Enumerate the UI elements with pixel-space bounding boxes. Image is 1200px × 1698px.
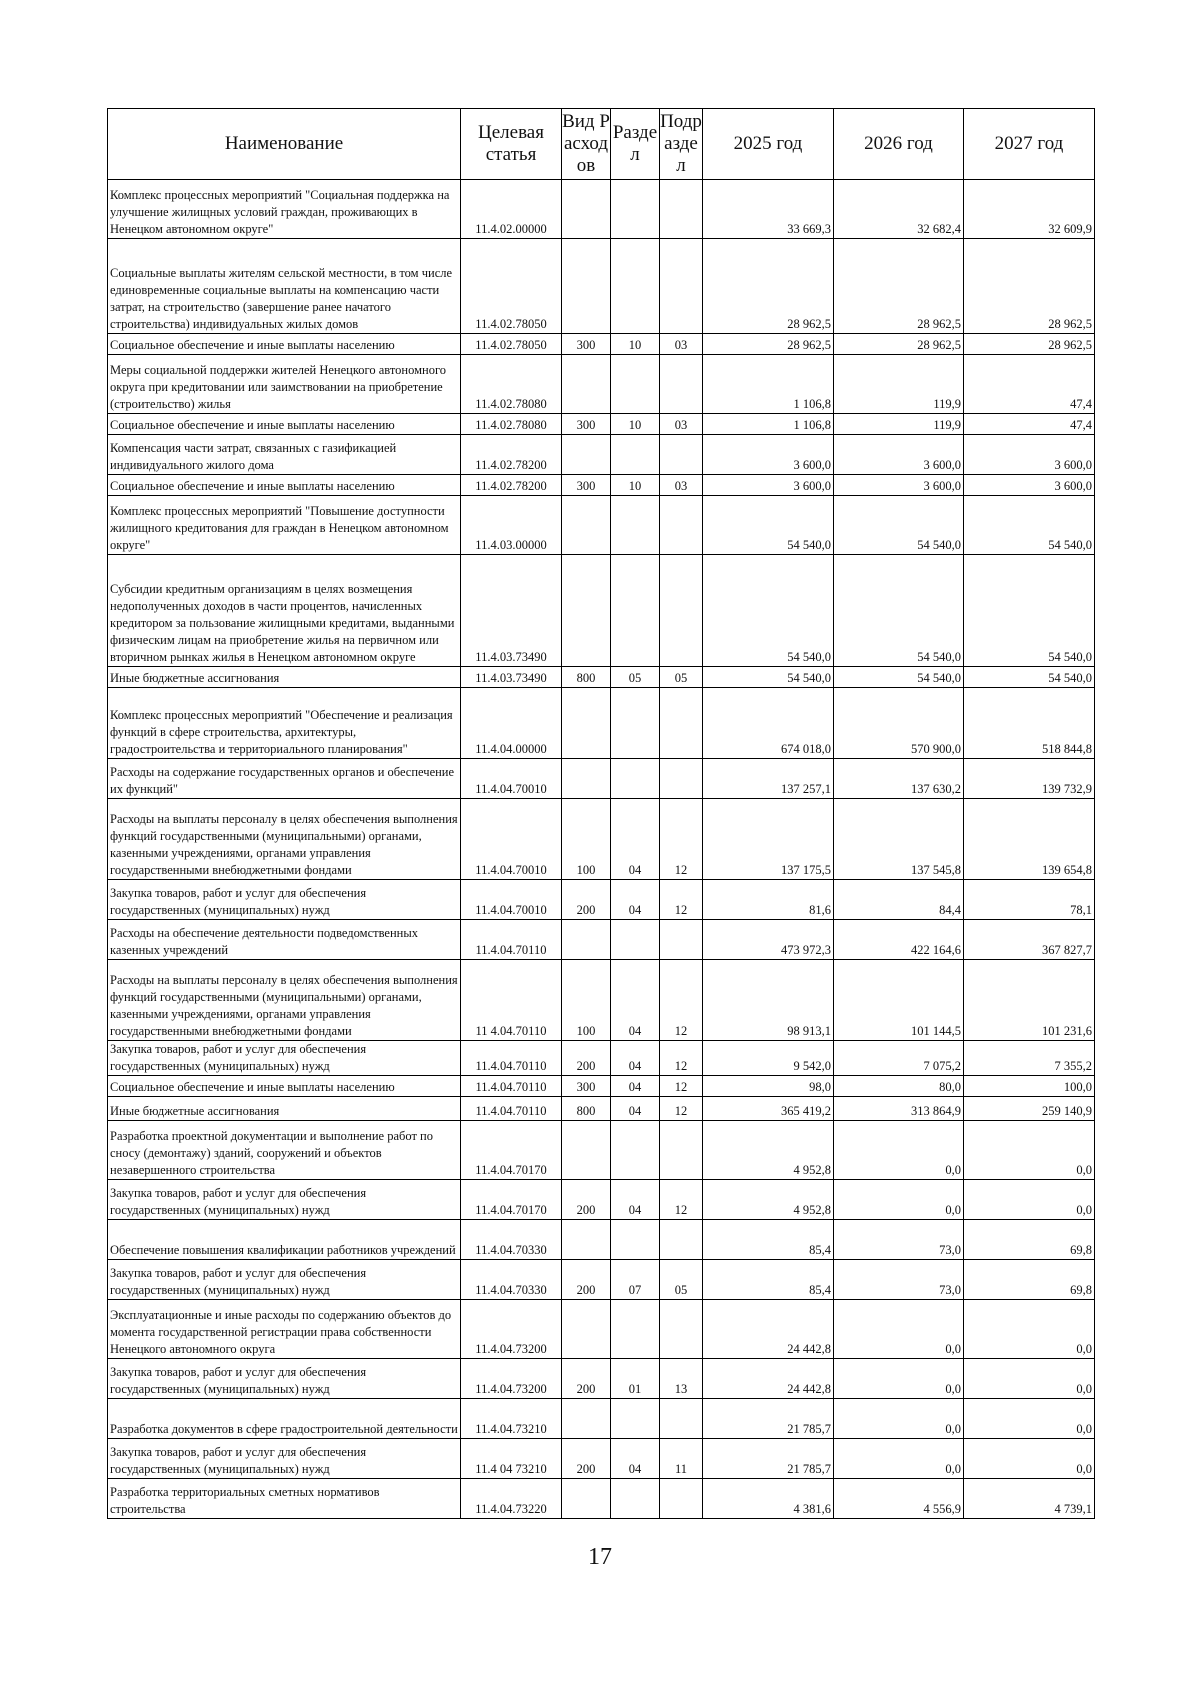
row-razdel bbox=[611, 435, 660, 475]
row-razdel: 04 bbox=[611, 799, 660, 880]
page-number: 17 bbox=[588, 1544, 612, 1570]
row-name: Разработка проектной документации и выполнение работ по сносу (демонтажу) зданий, сооружений и объектов незавершенного строительства bbox=[108, 1121, 461, 1180]
row-podrazdel: 12 bbox=[660, 960, 703, 1041]
row-2026: 0,0 bbox=[834, 1300, 964, 1359]
row-2027: 28 962,5 bbox=[964, 334, 1095, 355]
row-2025: 137 175,5 bbox=[703, 799, 834, 880]
row-2026: 54 540,0 bbox=[834, 496, 964, 555]
table-row bbox=[108, 1041, 1095, 1076]
row-2025: 137 257,1 bbox=[703, 759, 834, 799]
row-razdel: 04 bbox=[611, 1041, 660, 1076]
row-article: 11.4.04.70010 bbox=[461, 759, 562, 799]
row-vid: 300 bbox=[562, 334, 611, 355]
row-2026: 0,0 bbox=[834, 1121, 964, 1180]
row-name: Разработка территориальных сметных нормативов строительства bbox=[108, 1479, 461, 1519]
row-podrazdel: 03 bbox=[660, 334, 703, 355]
row-podrazdel: 11 bbox=[660, 1439, 703, 1479]
row-razdel: 04 bbox=[611, 1076, 660, 1097]
row-name: Закупка товаров, работ и услуг для обеспечения государственных (муниципальных) нужд bbox=[108, 1041, 461, 1076]
row-2027: 139 654,8 bbox=[964, 799, 1095, 880]
row-article: 11.4.02.78050 bbox=[461, 334, 562, 355]
table-row bbox=[108, 1180, 1095, 1220]
row-razdel: 10 bbox=[611, 334, 660, 355]
row-2027: 3 600,0 bbox=[964, 435, 1095, 475]
table-row bbox=[108, 180, 1095, 239]
row-2025: 28 962,5 bbox=[703, 239, 834, 334]
row-razdel: 01 bbox=[611, 1359, 660, 1399]
row-podrazdel: 12 bbox=[660, 1180, 703, 1220]
row-2027: 0,0 bbox=[964, 1300, 1095, 1359]
row-razdel bbox=[611, 1479, 660, 1519]
row-article: 11.4.02.78050 bbox=[461, 239, 562, 334]
table-row bbox=[108, 555, 1095, 667]
table-row bbox=[108, 667, 1095, 688]
table-row bbox=[108, 1121, 1095, 1180]
row-article: 11.4.03.73490 bbox=[461, 667, 562, 688]
row-2026: 119,9 bbox=[834, 414, 964, 435]
row-2025: 674 018,0 bbox=[703, 688, 834, 759]
row-article: 11.4.04.70170 bbox=[461, 1180, 562, 1220]
row-2025: 81,6 bbox=[703, 880, 834, 920]
row-vid bbox=[562, 555, 611, 667]
row-vid bbox=[562, 496, 611, 555]
row-podrazdel bbox=[660, 239, 703, 334]
row-2025: 24 442,8 bbox=[703, 1359, 834, 1399]
table-row bbox=[108, 475, 1095, 496]
row-razdel: 10 bbox=[611, 475, 660, 496]
row-vid: 200 bbox=[562, 1041, 611, 1076]
row-2025: 33 669,3 bbox=[703, 180, 834, 239]
table-row bbox=[108, 355, 1095, 414]
row-2027: 0,0 bbox=[964, 1399, 1095, 1439]
row-2026: 119,9 bbox=[834, 355, 964, 414]
row-name: Иные бюджетные ассигнования bbox=[108, 667, 461, 688]
row-vid bbox=[562, 1300, 611, 1359]
row-name: Комплекс процессных мероприятий "Повышение доступности жилищного кредитования для граждан в Ненецком автономном округе" bbox=[108, 496, 461, 555]
row-2027: 0,0 bbox=[964, 1180, 1095, 1220]
row-razdel bbox=[611, 239, 660, 334]
row-2025: 85,4 bbox=[703, 1260, 834, 1300]
row-vid bbox=[562, 1479, 611, 1519]
row-razdel: 04 bbox=[611, 880, 660, 920]
row-vid: 800 bbox=[562, 1097, 611, 1121]
row-2027: 47,4 bbox=[964, 414, 1095, 435]
row-razdel: 04 bbox=[611, 960, 660, 1041]
row-article: 11.4.02.00000 bbox=[461, 180, 562, 239]
row-article: 11.4.04.00000 bbox=[461, 688, 562, 759]
row-razdel bbox=[611, 920, 660, 960]
row-razdel bbox=[611, 180, 660, 239]
row-podrazdel: 03 bbox=[660, 475, 703, 496]
row-2025: 1 106,8 bbox=[703, 414, 834, 435]
row-razdel bbox=[611, 688, 660, 759]
table-row bbox=[108, 239, 1095, 334]
row-vid: 100 bbox=[562, 960, 611, 1041]
row-razdel: 04 bbox=[611, 1439, 660, 1479]
row-2026: 4 556,9 bbox=[834, 1479, 964, 1519]
row-article: 11 4.04.70110 bbox=[461, 960, 562, 1041]
row-podrazdel bbox=[660, 555, 703, 667]
row-name: Комплекс процессных мероприятий "Социальная поддержка на улучшение жилищных условий граждан, проживающих в Ненецком автономном округе" bbox=[108, 180, 461, 239]
row-podrazdel bbox=[660, 1300, 703, 1359]
row-name: Компенсация части затрат, связанных с газификацией индивидуального жилого дома bbox=[108, 435, 461, 475]
row-name: Социальное обеспечение и иные выплаты населению bbox=[108, 334, 461, 355]
row-name: Обеспечение повышения квалификации работников учреждений bbox=[108, 1220, 461, 1260]
row-article: 11.4.04.73200 bbox=[461, 1300, 562, 1359]
row-2026: 0,0 bbox=[834, 1439, 964, 1479]
row-article: 11.4.02.78080 bbox=[461, 414, 562, 435]
header-podrazdel: Подраздел bbox=[660, 109, 703, 180]
table-row bbox=[108, 1076, 1095, 1097]
row-2027: 139 732,9 bbox=[964, 759, 1095, 799]
row-razdel bbox=[611, 1399, 660, 1439]
row-podrazdel bbox=[660, 180, 703, 239]
row-2025: 9 542,0 bbox=[703, 1041, 834, 1076]
row-podrazdel bbox=[660, 759, 703, 799]
row-name: Комплекс процессных мероприятий "Обеспечение и реализация функций в сфере строительства, архитектуры, градостроительства и территориального планирования" bbox=[108, 688, 461, 759]
row-podrazdel: 12 bbox=[660, 1076, 703, 1097]
row-name: Разработка документов в сфере градостроительной деятельности bbox=[108, 1399, 461, 1439]
row-razdel bbox=[611, 1121, 660, 1180]
row-article: 11.4.04.70110 bbox=[461, 1097, 562, 1121]
row-article: 11.4.04.70110 bbox=[461, 1041, 562, 1076]
row-razdel bbox=[611, 759, 660, 799]
row-2026: 73,0 bbox=[834, 1220, 964, 1260]
row-2025: 54 540,0 bbox=[703, 555, 834, 667]
row-2025: 85,4 bbox=[703, 1220, 834, 1260]
row-vid bbox=[562, 1399, 611, 1439]
row-podrazdel bbox=[660, 920, 703, 960]
row-article: 11.4 04 73210 bbox=[461, 1439, 562, 1479]
row-2025: 98 913,1 bbox=[703, 960, 834, 1041]
row-2026: 137 630,2 bbox=[834, 759, 964, 799]
row-2027: 367 827,7 bbox=[964, 920, 1095, 960]
row-razdel: 05 bbox=[611, 667, 660, 688]
row-2026: 80,0 bbox=[834, 1076, 964, 1097]
row-name: Расходы на обеспечение деятельности подведомственных казенных учреждений bbox=[108, 920, 461, 960]
row-2025: 54 540,0 bbox=[703, 667, 834, 688]
row-vid bbox=[562, 920, 611, 960]
row-razdel bbox=[611, 555, 660, 667]
row-2025: 365 419,2 bbox=[703, 1097, 834, 1121]
row-2026: 73,0 bbox=[834, 1260, 964, 1300]
table-row bbox=[108, 435, 1095, 475]
row-2027: 47,4 bbox=[964, 355, 1095, 414]
row-name: Социальное обеспечение и иные выплаты населению bbox=[108, 1076, 461, 1097]
row-vid bbox=[562, 1121, 611, 1180]
row-vid bbox=[562, 759, 611, 799]
row-podrazdel bbox=[660, 1220, 703, 1260]
row-article: 11.4.03.73490 bbox=[461, 555, 562, 667]
header-vid: Вид Расходов bbox=[562, 109, 611, 180]
row-podrazdel bbox=[660, 355, 703, 414]
row-name: Закупка товаров, работ и услуг для обеспечения государственных (муниципальных) нужд bbox=[108, 880, 461, 920]
row-name: Закупка товаров, работ и услуг для обеспечения государственных (муниципальных) нужд bbox=[108, 1260, 461, 1300]
row-2027: 0,0 bbox=[964, 1359, 1095, 1399]
table-row bbox=[108, 759, 1095, 799]
header-razdel: Раздел bbox=[611, 109, 660, 180]
row-razdel bbox=[611, 355, 660, 414]
row-2026: 28 962,5 bbox=[834, 334, 964, 355]
row-2025: 4 381,6 bbox=[703, 1479, 834, 1519]
row-2026: 3 600,0 bbox=[834, 475, 964, 496]
row-razdel: 04 bbox=[611, 1180, 660, 1220]
header-article: Целевая статья bbox=[461, 109, 562, 180]
row-podrazdel: 12 bbox=[660, 1041, 703, 1076]
header-2026: 2026 год bbox=[834, 109, 964, 180]
row-2026: 54 540,0 bbox=[834, 555, 964, 667]
row-podrazdel: 12 bbox=[660, 799, 703, 880]
table-row bbox=[108, 688, 1095, 759]
row-razdel: 04 bbox=[611, 1097, 660, 1121]
row-name: Расходы на выплаты персоналу в целях обеспечения выполнения функций государственными (муниципальными) органами, казенными учреждениями, органами управления государственными внебюджетными фондами bbox=[108, 799, 461, 880]
row-vid: 200 bbox=[562, 1439, 611, 1479]
row-podrazdel bbox=[660, 688, 703, 759]
row-article: 11.4.04.73200 bbox=[461, 1359, 562, 1399]
row-2026: 0,0 bbox=[834, 1399, 964, 1439]
row-2026: 28 962,5 bbox=[834, 239, 964, 334]
row-2025: 3 600,0 bbox=[703, 435, 834, 475]
row-podrazdel: 12 bbox=[660, 1097, 703, 1121]
row-name: Субсидии кредитным организациям в целях возмещения недополученных доходов в части процентов, начисленных кредитором за пользование жилищными кредитами, выданными физическим лицам на приобретение жилья на первичном или вторичном рынках жилья в Ненецком автономном округе bbox=[108, 555, 461, 667]
row-razdel bbox=[611, 1300, 660, 1359]
row-article: 11.4.04.73210 bbox=[461, 1399, 562, 1439]
table-row bbox=[108, 920, 1095, 960]
row-vid: 200 bbox=[562, 1260, 611, 1300]
row-article: 11.4.02.78200 bbox=[461, 475, 562, 496]
table-row bbox=[108, 960, 1095, 1041]
row-2026: 3 600,0 bbox=[834, 435, 964, 475]
row-vid: 200 bbox=[562, 1180, 611, 1220]
table-row bbox=[108, 799, 1095, 880]
header-name: Наименование bbox=[108, 109, 461, 180]
row-article: 11.4.03.00000 bbox=[461, 496, 562, 555]
row-2027: 69,8 bbox=[964, 1260, 1095, 1300]
row-vid: 200 bbox=[562, 1359, 611, 1399]
row-vid: 300 bbox=[562, 1076, 611, 1097]
row-vid: 100 bbox=[562, 799, 611, 880]
row-article: 11.4.04.70110 bbox=[461, 920, 562, 960]
row-2025: 4 952,8 bbox=[703, 1180, 834, 1220]
table-row bbox=[108, 1220, 1095, 1260]
row-2025: 21 785,7 bbox=[703, 1439, 834, 1479]
row-article: 11.4.04.70170 bbox=[461, 1121, 562, 1180]
row-vid: 800 bbox=[562, 667, 611, 688]
row-2025: 3 600,0 bbox=[703, 475, 834, 496]
row-vid bbox=[562, 435, 611, 475]
row-name: Социальное обеспечение и иные выплаты населению bbox=[108, 475, 461, 496]
table-row bbox=[108, 496, 1095, 555]
row-article: 11.4.04.70010 bbox=[461, 880, 562, 920]
row-2026: 54 540,0 bbox=[834, 667, 964, 688]
row-podrazdel: 05 bbox=[660, 667, 703, 688]
row-2025: 24 442,8 bbox=[703, 1300, 834, 1359]
row-2025: 1 106,8 bbox=[703, 355, 834, 414]
row-2027: 0,0 bbox=[964, 1121, 1095, 1180]
row-name: Закупка товаров, работ и услуг для обеспечения государственных (муниципальных) нужд bbox=[108, 1359, 461, 1399]
header-2025: 2025 год bbox=[703, 109, 834, 180]
row-podrazdel bbox=[660, 435, 703, 475]
row-2027: 54 540,0 bbox=[964, 555, 1095, 667]
row-name: Социальное обеспечение и иные выплаты населению bbox=[108, 414, 461, 435]
table-header-row bbox=[108, 109, 1095, 180]
row-vid bbox=[562, 688, 611, 759]
row-vid bbox=[562, 239, 611, 334]
row-name: Иные бюджетные ассигнования bbox=[108, 1097, 461, 1121]
row-article: 11.4.02.78080 bbox=[461, 355, 562, 414]
table-body bbox=[108, 180, 1095, 1519]
table-row bbox=[108, 414, 1095, 435]
row-2027: 78,1 bbox=[964, 880, 1095, 920]
row-razdel bbox=[611, 1220, 660, 1260]
row-podrazdel bbox=[660, 496, 703, 555]
row-2027: 28 962,5 bbox=[964, 239, 1095, 334]
row-2027: 54 540,0 bbox=[964, 496, 1095, 555]
row-2026: 137 545,8 bbox=[834, 799, 964, 880]
row-2027: 0,0 bbox=[964, 1439, 1095, 1479]
table-row bbox=[108, 880, 1095, 920]
row-2026: 7 075,2 bbox=[834, 1041, 964, 1076]
table-row bbox=[108, 1479, 1095, 1519]
row-2025: 28 962,5 bbox=[703, 334, 834, 355]
row-2025: 473 972,3 bbox=[703, 920, 834, 960]
row-2026: 0,0 bbox=[834, 1359, 964, 1399]
row-name: Расходы на содержание государственных органов и обеспечение их функций" bbox=[108, 759, 461, 799]
row-2027: 4 739,1 bbox=[964, 1479, 1095, 1519]
table-row bbox=[108, 1399, 1095, 1439]
row-2027: 518 844,8 bbox=[964, 688, 1095, 759]
row-vid bbox=[562, 180, 611, 239]
table-row bbox=[108, 1439, 1095, 1479]
row-razdel: 10 bbox=[611, 414, 660, 435]
row-2025: 98,0 bbox=[703, 1076, 834, 1097]
header-2027: 2027 год bbox=[964, 109, 1095, 180]
row-article: 11.4.04.70010 bbox=[461, 799, 562, 880]
row-razdel bbox=[611, 496, 660, 555]
row-2025: 4 952,8 bbox=[703, 1121, 834, 1180]
row-2027: 54 540,0 bbox=[964, 667, 1095, 688]
table-row bbox=[108, 334, 1095, 355]
row-2026: 32 682,4 bbox=[834, 180, 964, 239]
row-article: 11.4.02.78200 bbox=[461, 435, 562, 475]
row-podrazdel: 13 bbox=[660, 1359, 703, 1399]
row-2027: 259 140,9 bbox=[964, 1097, 1095, 1121]
row-2026: 422 164,6 bbox=[834, 920, 964, 960]
row-2027: 7 355,2 bbox=[964, 1041, 1095, 1076]
row-name: Социальные выплаты жителям сельской местности, в том числе единовременные социальные выплаты на компенсацию части затрат, на строительство (завершение ранее начатого строительства) индивидуальных жилых домов bbox=[108, 239, 461, 334]
row-2027: 101 231,6 bbox=[964, 960, 1095, 1041]
row-2026: 0,0 bbox=[834, 1180, 964, 1220]
row-2026: 84,4 bbox=[834, 880, 964, 920]
row-name: Эксплуатационные и иные расходы по содержанию объектов до момента государственной регистрации права собственности Ненецкого автономного округа bbox=[108, 1300, 461, 1359]
row-podrazdel bbox=[660, 1121, 703, 1180]
row-article: 11.4.04.70330 bbox=[461, 1220, 562, 1260]
row-2026: 313 864,9 bbox=[834, 1097, 964, 1121]
table-row bbox=[108, 1260, 1095, 1300]
row-vid: 300 bbox=[562, 414, 611, 435]
row-article: 11.4.04.73220 bbox=[461, 1479, 562, 1519]
row-name: Меры социальной поддержки жителей Ненецкого автономного округа при кредитовании или заимствовании на приобретение (строительство) жилья bbox=[108, 355, 461, 414]
row-razdel: 07 bbox=[611, 1260, 660, 1300]
row-2025: 21 785,7 bbox=[703, 1399, 834, 1439]
row-podrazdel: 12 bbox=[660, 880, 703, 920]
row-podrazdel: 05 bbox=[660, 1260, 703, 1300]
row-2027: 3 600,0 bbox=[964, 475, 1095, 496]
table-row bbox=[108, 1097, 1095, 1121]
row-2027: 32 609,9 bbox=[964, 180, 1095, 239]
row-name: Расходы на выплаты персоналу в целях обеспечения выполнения функций государственными (муниципальными) органами, казенными учреждениями, органами управления государственными внебюджетными фондами bbox=[108, 960, 461, 1041]
row-podrazdel bbox=[660, 1479, 703, 1519]
row-vid bbox=[562, 355, 611, 414]
row-2027: 69,8 bbox=[964, 1220, 1095, 1260]
row-2027: 100,0 bbox=[964, 1076, 1095, 1097]
row-vid: 200 bbox=[562, 880, 611, 920]
row-2025: 54 540,0 bbox=[703, 496, 834, 555]
row-podrazdel: 03 bbox=[660, 414, 703, 435]
row-2026: 101 144,5 bbox=[834, 960, 964, 1041]
row-vid bbox=[562, 1220, 611, 1260]
row-name: Закупка товаров, работ и услуг для обеспечения государственных (муниципальных) нужд bbox=[108, 1439, 461, 1479]
table-row bbox=[108, 1300, 1095, 1359]
budget-table bbox=[107, 108, 1095, 1519]
row-vid: 300 bbox=[562, 475, 611, 496]
row-2026: 570 900,0 bbox=[834, 688, 964, 759]
table-row bbox=[108, 1359, 1095, 1399]
row-article: 11.4.04.70330 bbox=[461, 1260, 562, 1300]
row-name: Закупка товаров, работ и услуг для обеспечения государственных (муниципальных) нужд bbox=[108, 1180, 461, 1220]
row-article: 11.4.04.70110 bbox=[461, 1076, 562, 1097]
row-podrazdel bbox=[660, 1399, 703, 1439]
